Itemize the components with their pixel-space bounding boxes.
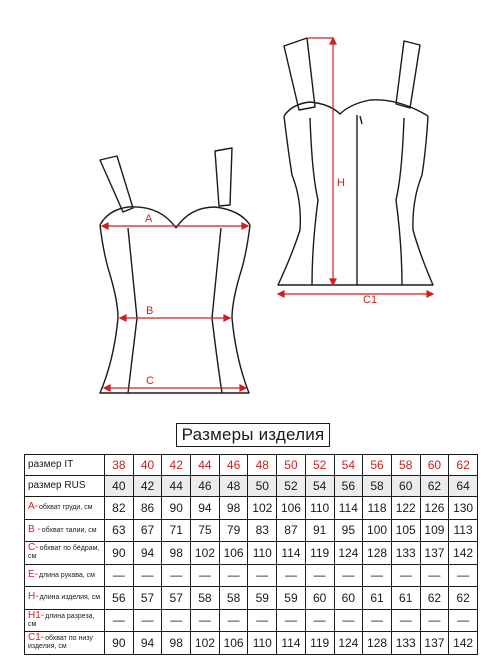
measurement-row-cell: 82 <box>105 497 134 520</box>
measurement-row-cell: 137 <box>420 542 449 565</box>
measurement-row-cell: 60 <box>305 587 334 610</box>
size-rus-row-cell: 54 <box>305 476 334 497</box>
size-rus-row-cell: 56 <box>334 476 363 497</box>
front-view <box>100 148 250 393</box>
measurement-row-cell: — <box>305 609 334 632</box>
measurement-row-cell: 60 <box>334 587 363 610</box>
measurement-row-cell: 90 <box>105 632 134 655</box>
measurement-row <box>25 587 478 610</box>
measurement-row-cell: 109 <box>420 519 449 542</box>
measurement-row <box>25 632 478 655</box>
measurement-code: B - <box>28 523 41 535</box>
measurement-row-cell: — <box>334 609 363 632</box>
measurement-row-cell: 114 <box>277 632 306 655</box>
measurement-row-cell: 83 <box>248 519 277 542</box>
measurement-row-cell: 58 <box>219 587 248 610</box>
measurement-row-cell: — <box>363 564 392 587</box>
measurement-row-cell: 142 <box>449 632 478 655</box>
measurement-row-cell: 61 <box>391 587 420 610</box>
measurement-row-cell: 61 <box>363 587 392 610</box>
measurement-row-cell: 90 <box>105 542 134 565</box>
measurement-label: обхват по низу изделия, см <box>28 635 93 651</box>
measurement-row-cell: 59 <box>248 587 277 610</box>
size-rus-row-cell: 64 <box>449 476 478 497</box>
size-it-row-cell: 42 <box>162 455 191 476</box>
measurement-row-cell: 133 <box>391 542 420 565</box>
size-it-row-cell: 38 <box>105 455 134 476</box>
measurement-row-cell: 124 <box>334 542 363 565</box>
measurement-row-cell: — <box>191 564 220 587</box>
measurement-row-cell: — <box>420 564 449 587</box>
measurement-row-cell: 102 <box>248 497 277 520</box>
measurement-row-cell: — <box>133 609 162 632</box>
measurement-row-label <box>25 497 105 520</box>
measurement-row-cell: 114 <box>277 542 306 565</box>
size-it-row-cell: 44 <box>191 455 220 476</box>
measurement-row-cell: 95 <box>334 519 363 542</box>
size-it-row-cell: 40 <box>133 455 162 476</box>
size-rus-row-cell: 44 <box>162 476 191 497</box>
measure-label-c1: C1 <box>363 294 378 306</box>
size-it-row-cell: 54 <box>334 455 363 476</box>
measurement-label: длина изделия, см <box>39 594 101 602</box>
measurement-code: C1- <box>28 632 45 644</box>
measurement-row-cell: 90 <box>162 497 191 520</box>
measurement-row-cell: — <box>420 609 449 632</box>
measurement-row-cell: 102 <box>191 542 220 565</box>
measurement-row-cell: 75 <box>191 519 220 542</box>
size-chart-table <box>24 454 478 655</box>
table-title: Размеры изделия <box>176 423 330 447</box>
measurement-row <box>25 564 478 587</box>
measurement-row <box>25 542 478 565</box>
measurement-row-label <box>25 542 105 565</box>
measurement-row-cell: 63 <box>105 519 134 542</box>
measurement-row-cell: — <box>449 564 478 587</box>
measurement-label: обхват талии, см <box>41 526 97 534</box>
measurement-row-cell: 119 <box>305 542 334 565</box>
measurement-row-cell: — <box>277 564 306 587</box>
measure-label-c: C <box>146 375 154 387</box>
measurement-row-cell: 128 <box>363 542 392 565</box>
measurement-label: обхват груди, см <box>39 504 93 512</box>
size-it-row-cell: 58 <box>391 455 420 476</box>
back-view <box>278 38 433 285</box>
measurement-row-cell: — <box>391 609 420 632</box>
measurement-row-cell: 86 <box>133 497 162 520</box>
measurement-row-cell: 59 <box>277 587 306 610</box>
size-rus-row-cell: 60 <box>391 476 420 497</box>
measurement-row-cell: 56 <box>105 587 134 610</box>
measurement-row-cell: 113 <box>449 519 478 542</box>
measurement-row-cell: — <box>334 564 363 587</box>
size-it-row-cell: 50 <box>277 455 306 476</box>
measurement-row-cell: 62 <box>449 587 478 610</box>
measurement-row-cell: 142 <box>449 542 478 565</box>
measurement-row-label <box>25 564 105 587</box>
measurement-row-cell: 133 <box>391 632 420 655</box>
measurement-row-cell: 71 <box>162 519 191 542</box>
measurement-row-cell: — <box>133 564 162 587</box>
size-it-row-cell: 48 <box>248 455 277 476</box>
measurement-row <box>25 519 478 542</box>
measurement-row <box>25 609 478 632</box>
measurement-row-cell: — <box>162 564 191 587</box>
size-rus-row-cell: 42 <box>133 476 162 497</box>
measurement-row-label <box>25 609 105 632</box>
measurement-row-cell: — <box>105 564 134 587</box>
size-rus-row-cell: 62 <box>420 476 449 497</box>
measurement-label: длина разреза, см <box>28 612 95 628</box>
measurement-row-cell: 106 <box>219 542 248 565</box>
measurement-code: E- <box>28 568 38 580</box>
measurement-row-cell: — <box>162 609 191 632</box>
measurement-row <box>25 497 478 520</box>
measurement-row-cell: — <box>219 609 248 632</box>
measurement-row-cell: 118 <box>363 497 392 520</box>
measurement-row-cell: — <box>191 609 220 632</box>
measurement-row-cell: — <box>305 564 334 587</box>
measurement-row-label <box>25 587 105 610</box>
measurement-row-cell: 98 <box>219 497 248 520</box>
measurement-row-cell: 110 <box>248 542 277 565</box>
measurement-row-cell: 106 <box>219 632 248 655</box>
measurement-row-cell: 130 <box>449 497 478 520</box>
measurement-row-cell: 79 <box>219 519 248 542</box>
measurement-row-cell: 87 <box>277 519 306 542</box>
size-it-row-cell: 62 <box>449 455 478 476</box>
measurement-row-cell: 67 <box>133 519 162 542</box>
measurement-row-cell: 62 <box>420 587 449 610</box>
measurement-row-cell: 98 <box>162 632 191 655</box>
measurement-row-cell: — <box>248 609 277 632</box>
measurement-row-cell: 119 <box>305 632 334 655</box>
measurement-row-cell: 58 <box>191 587 220 610</box>
measurement-row-cell: 114 <box>334 497 363 520</box>
size-it-row-label: размер IT <box>25 455 105 476</box>
size-rus-row-cell: 48 <box>219 476 248 497</box>
measurement-code: A- <box>28 501 38 513</box>
measurement-code: C- <box>28 542 39 554</box>
measurement-row-cell: — <box>391 564 420 587</box>
measurement-row-cell: — <box>277 609 306 632</box>
size-rus-row-cell: 58 <box>363 476 392 497</box>
measure-label-b: B <box>146 305 154 317</box>
measurement-row-cell: 137 <box>420 632 449 655</box>
measurement-row-label <box>25 632 105 655</box>
measurement-row-cell: 57 <box>133 587 162 610</box>
size-rus-row <box>25 476 478 497</box>
size-it-row-cell: 46 <box>219 455 248 476</box>
measurement-row-cell: 126 <box>420 497 449 520</box>
measurement-row-cell: — <box>248 564 277 587</box>
measurement-row-cell: 91 <box>305 519 334 542</box>
measurement-row-cell: 57 <box>162 587 191 610</box>
size-rus-row-cell: 50 <box>248 476 277 497</box>
measurement-row-cell: 122 <box>391 497 420 520</box>
measure-label-a: A <box>145 213 153 225</box>
measurement-row-cell: 110 <box>248 632 277 655</box>
measurement-row-cell: 128 <box>363 632 392 655</box>
size-rus-row-label: размер RUS <box>25 476 105 497</box>
measurement-row-cell: — <box>449 609 478 632</box>
measurement-row-cell: — <box>363 609 392 632</box>
size-rus-row-cell: 52 <box>277 476 306 497</box>
size-it-row-cell: 52 <box>305 455 334 476</box>
measurement-row-cell: 105 <box>391 519 420 542</box>
measurement-row-cell: — <box>105 609 134 632</box>
size-it-row <box>25 455 478 476</box>
size-it-row-cell: 56 <box>363 455 392 476</box>
measurement-row-label <box>25 519 105 542</box>
measurement-row-cell: — <box>219 564 248 587</box>
measurement-row-cell: 94 <box>133 632 162 655</box>
measurement-row-cell: 110 <box>305 497 334 520</box>
measurement-code: H- <box>28 591 39 603</box>
measurement-row-cell: 94 <box>191 497 220 520</box>
measurement-row-cell: 124 <box>334 632 363 655</box>
measurement-row-cell: 98 <box>162 542 191 565</box>
measure-label-h: H <box>337 177 345 189</box>
measurement-row-cell: 100 <box>363 519 392 542</box>
measurement-label: обхват по бёдрам, см <box>28 545 100 561</box>
size-rus-row-cell: 46 <box>191 476 220 497</box>
measurement-row-cell: 102 <box>191 632 220 655</box>
measurement-code: H1- <box>28 609 45 621</box>
measurement-row-cell: 94 <box>133 542 162 565</box>
size-it-row-cell: 60 <box>420 455 449 476</box>
measurement-row-cell: 106 <box>277 497 306 520</box>
measurement-label: длина рукава, см <box>39 571 95 579</box>
size-rus-row-cell: 40 <box>105 476 134 497</box>
